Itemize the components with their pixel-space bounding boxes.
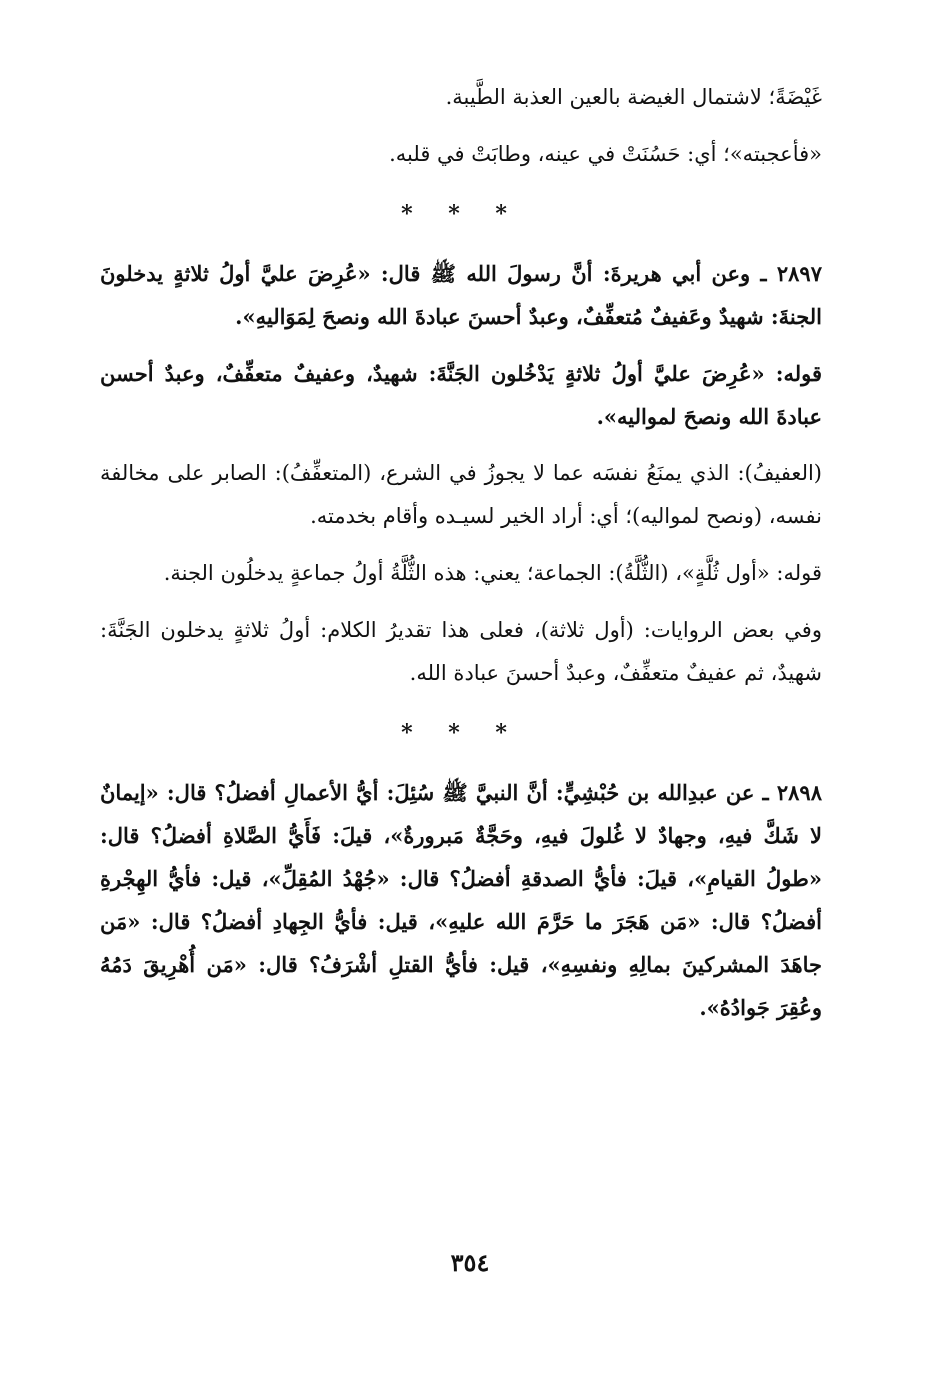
page-body bbox=[100, 76, 822, 1029]
page-number: ٣٥٤ bbox=[450, 1248, 490, 1277]
hadith-2897-text: ٢٨٩٧ ـ وعن أبي هريرةَ: أنَّ رسولَ الله ﷺ قال: «عُرِضَ عليَّ أولُ ثلاثةٍ يدخلونَ الجنةَ: شهيدٌ وعَفيفٌ مُتعفِّفٌ، وعبدٌ أحسنَ عبادةَ الله ونصحَ لِمَوَاليهِ». bbox=[100, 261, 822, 329]
hadith-2897-comment-thulla: قوله: «أول ثُلَّةٍ»، (الثُّلَّةُ): الجماعة؛ يعني: هذه الثُّلَّةُ أولُ جماعةٍ يدخلُون الجنة. bbox=[163, 561, 822, 585]
intro-line-2: «فأعجبته»؛ أي: حَسُنَتْ في عينه، وطابَتْ في قلبه. bbox=[389, 142, 822, 166]
hadith-2897-comment-quote: قوله: «عُرِضَ عليَّ أولُ ثلاثةٍ يَدْخُلون الجَنَّةَ: شهيدٌ، وعفيفٌ متعفِّفٌ، وعبدٌ أحسن عبادةَ الله ونصحَ لمواليه». bbox=[100, 361, 822, 429]
hadith-2897-comment-definitions: (العفيفُ): الذي يمنَعُ نفسَه عما لا يجوزُ في الشرع، (المتعفِّفُ): الصابر على مخالفة نفسه، (ونصح لمواليه)؛ أي: أراد الخير لسيـده وأقام بخدمته. bbox=[100, 461, 822, 528]
section-separator: * * * bbox=[401, 201, 521, 227]
hadith-2898-text: ٢٨٩٨ ـ عن عبدِالله بن حُبْشِيٍّ: أنَّ النبيَّ ﷺ سُئِلَ: أيُّ الأعمالِ أفضلُ؟ قال: «إيمانٌ لا شَكَّ فيهِ، وجهادٌ لا غُلولَ فيهِ، وحَجَّةٌ مَبرورةٌ»، قيلَ: فَأَيُّ الصَّلاةِ أفضلُ؟ قال: «طولُ القيامِ»، قيلَ: فأيُّ الصدقةِ أفضلُ؟ قال: «جُهْدُ المُقِلِّ»، قيل: فأيُّ الهِجْرةِ أفضلُ؟ قال: «مَن هَجَرَ ما حَرَّمَ الله عليهِ»، قيل: فأيُّ الجِهادِ أفضلُ؟ قال: «مَن جاهَدَ المشركينَ بمالِهِ ونفسِهِ»، قيل: فأيُّ القتلِ أشْرَفُ؟ قال: «مَن أُهْرِيقَ دَمُهُ وعُقِرَ جَوادُهُ». bbox=[100, 780, 822, 1020]
hadith-2897-comment-narrations: وفي بعض الروايات: (أول ثلاثة)، فعلى هذا تقديرُ الكلام: أولُ ثلاثةٍ يدخلون الجَنَّةَ: شهيدٌ، ثم عفيفٌ متعفِّفٌ، وعبدٌ أحسنَ عبادة الله. bbox=[100, 618, 822, 685]
section-separator: * * * bbox=[401, 720, 521, 746]
intro-line-1: غَيْضَةً؛ لاشتمال الغيضة بالعين العذبة الطَّيبة. bbox=[445, 85, 822, 109]
